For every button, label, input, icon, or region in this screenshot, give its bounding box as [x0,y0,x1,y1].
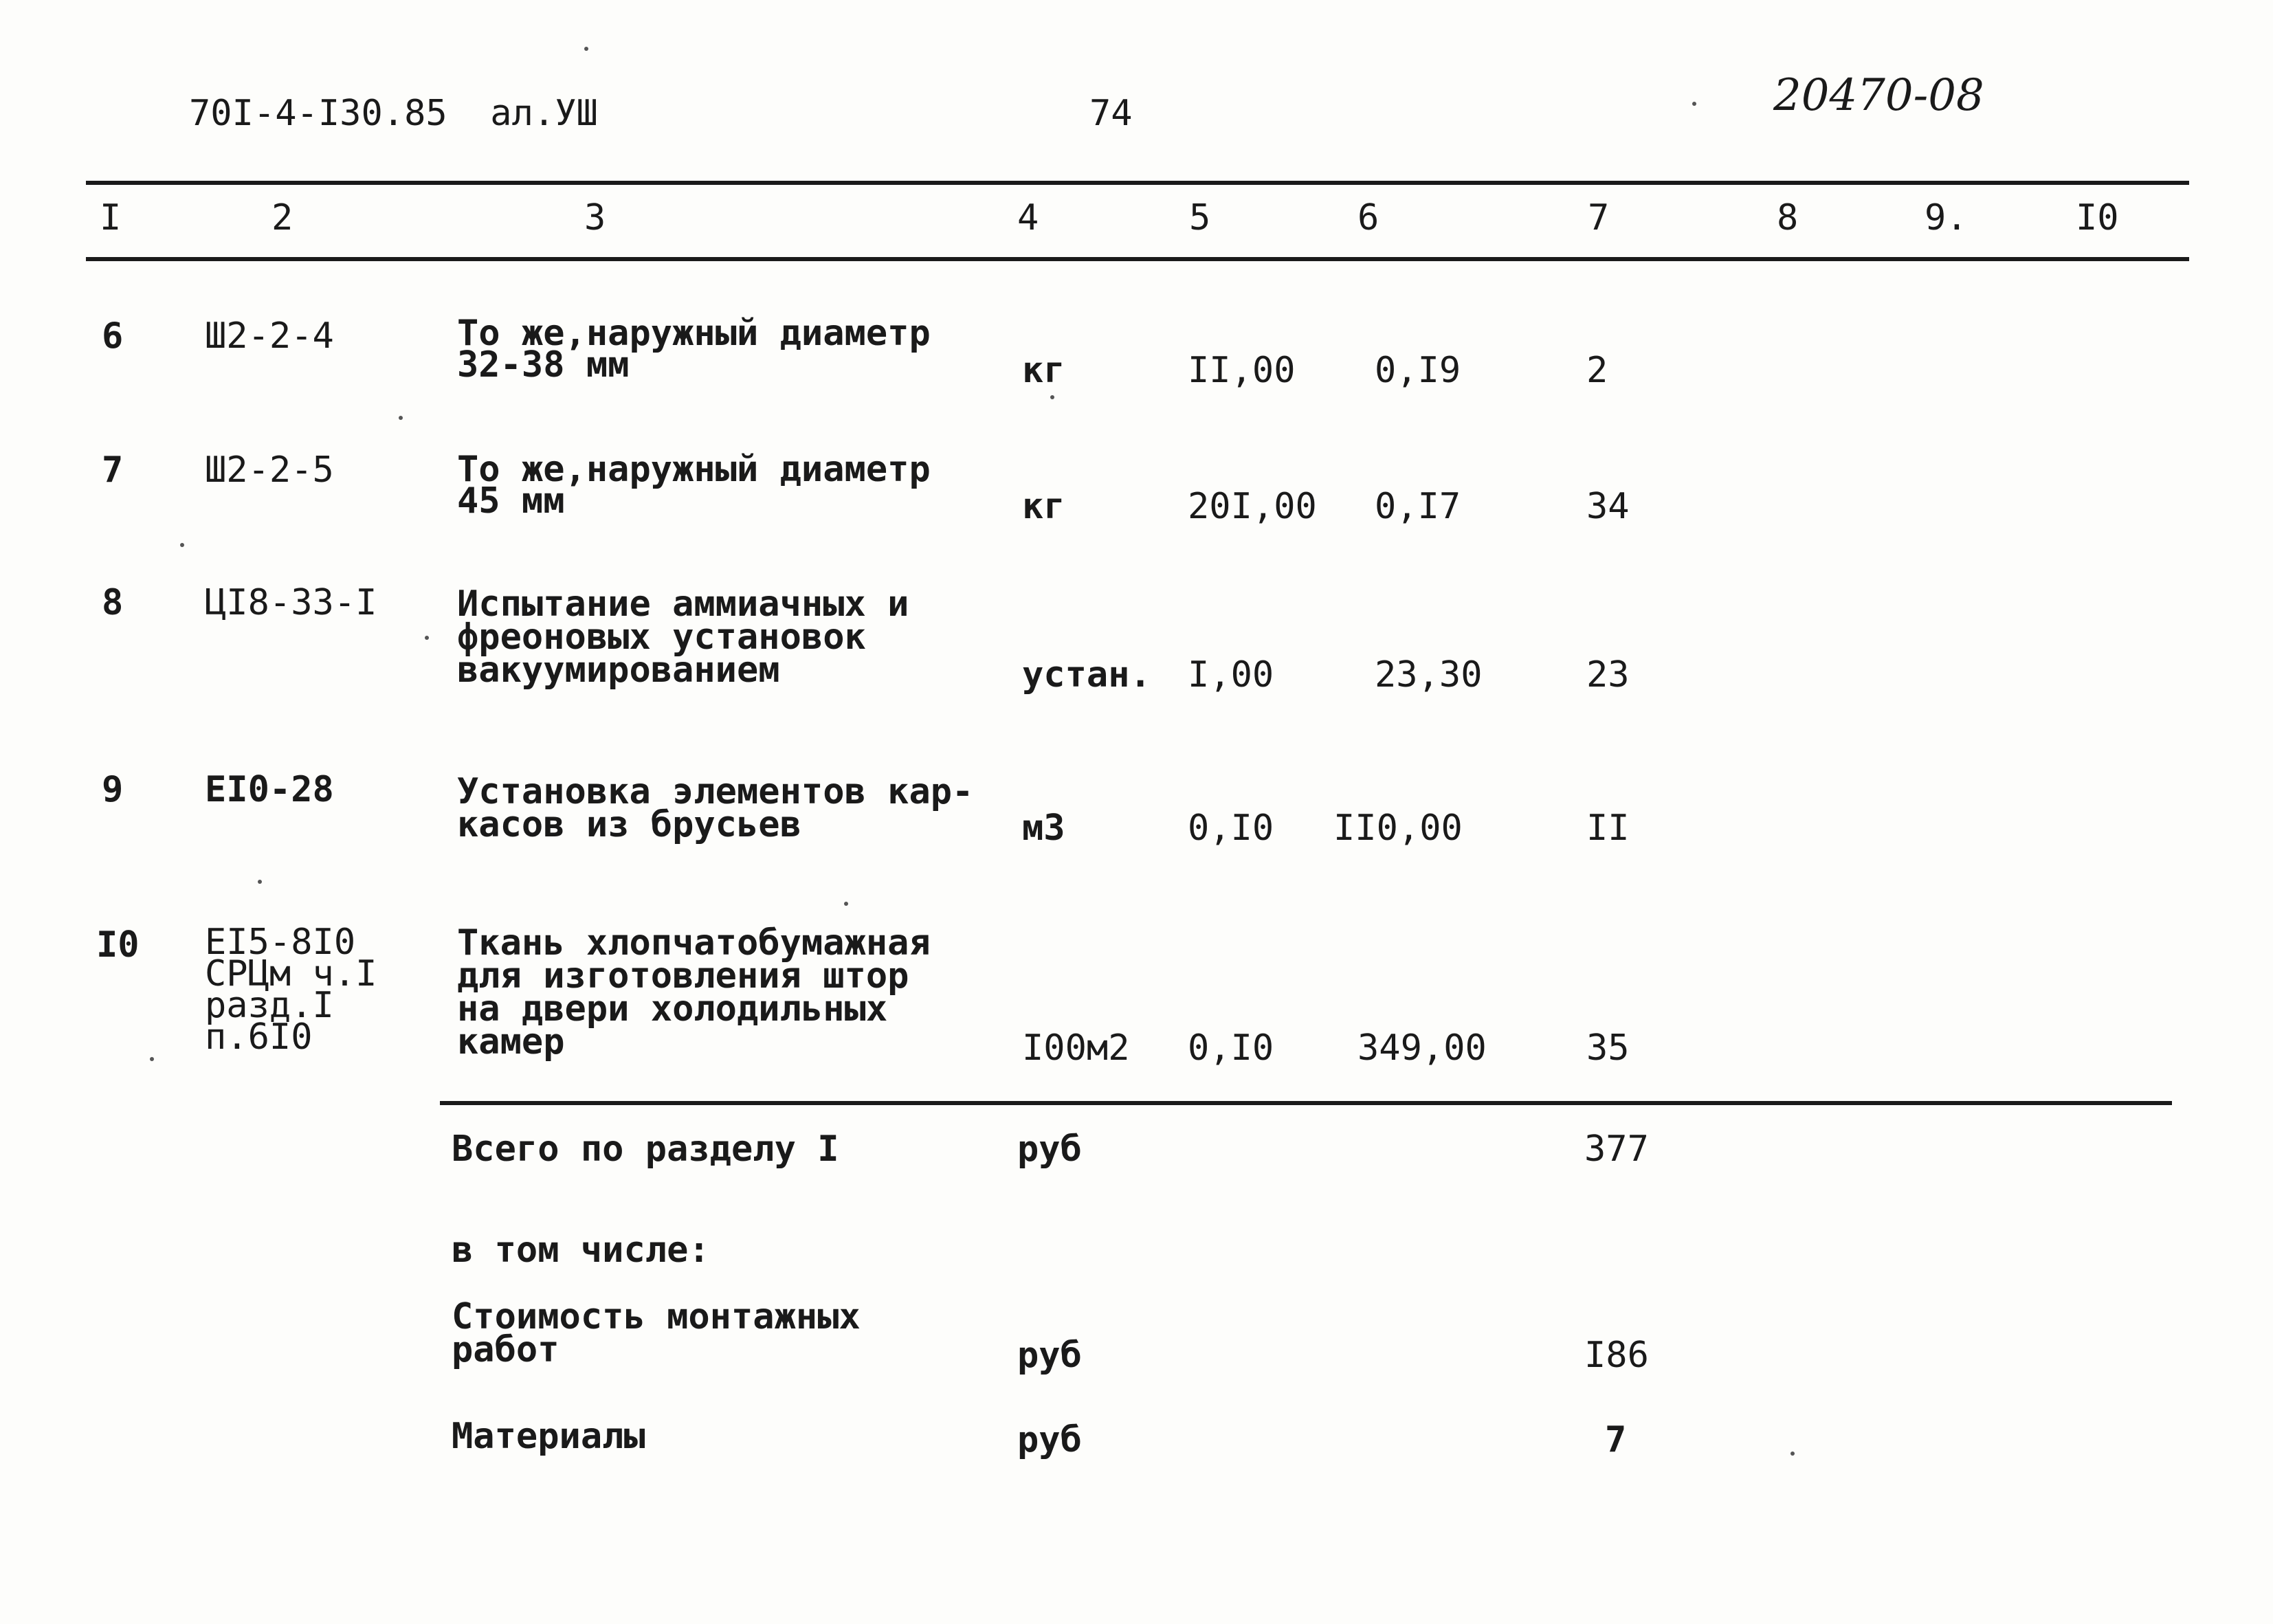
row-number: 6 [102,315,124,357]
scan-speck [258,880,262,884]
installation-cost-unit: руб [1017,1335,1082,1376]
total-cost: 35 [1586,1027,1630,1069]
quantity: 0,I0 [1188,808,1274,849]
row-number: 8 [102,582,124,623]
work-description: Установка элементов кар- касов из брусьев [457,771,974,845]
installation-cost-value: I86 [1584,1335,1649,1376]
scan-speck [1790,1451,1795,1456]
column-header: I0 [2076,197,2119,238]
row-number: 9 [102,769,124,810]
rate-code: Ш2-2-5 [205,449,334,491]
unit-price: 23,30 [1375,654,1483,696]
column-header: 6 [1357,197,1379,238]
quantity: I,00 [1188,654,1274,696]
rate-code: ЕI5-8I0 СРЦм ч.I разд.I п.6I0 [205,922,377,1058]
column-header: 4 [1017,197,1039,238]
scan-speck [1050,395,1054,399]
total-cost: 34 [1586,486,1630,527]
column-header: I [100,197,122,238]
materials-label: Материалы [452,1416,645,1457]
unit-price: II0,00 [1333,808,1463,849]
column-header: 9. [1925,197,1968,238]
materials-value: 7 [1605,1419,1627,1460]
table-top-rule [86,181,2189,185]
handwritten-stamp-number: 20470-08 [1773,70,1984,121]
rate-code: Ш2-2-4 [205,315,334,357]
scan-speck [425,636,429,640]
work-description: Испытание аммиачных и фреоновых установок вакуумированием [457,583,909,691]
scan-speck [399,416,403,420]
work-description: То же,наружный диаметр 32-38 мм [457,313,931,386]
section-total-value: 377 [1584,1128,1649,1170]
unit-price: 0,I7 [1375,486,1461,527]
row-number: 7 [102,449,124,491]
unit-price: 349,00 [1357,1027,1487,1069]
section-total-unit: руб [1017,1128,1082,1170]
page-number: 74 [1089,93,1133,134]
quantity: 0,I0 [1188,1027,1274,1069]
scan-speck [584,47,588,51]
column-header: 7 [1588,197,1610,238]
installation-cost-label: Стоимость монтажных работ [452,1296,861,1370]
unit: кг [1022,350,1065,391]
unit: I00м2 [1022,1027,1130,1069]
materials-unit: руб [1017,1419,1082,1460]
column-header: 8 [1777,197,1799,238]
column-header: 2 [271,197,293,238]
unit-price: 0,I9 [1375,350,1461,391]
total-cost: II [1586,808,1630,849]
total-cost: 23 [1586,654,1630,696]
including-label: в том числе: [452,1230,710,1271]
unit: кг [1022,486,1065,527]
quantity: 20I,00 [1188,486,1317,527]
column-header: 3 [584,197,606,238]
scan-speck [844,902,848,906]
scan-speck [1692,102,1696,106]
document-code: 70I-4-I30.85 ал.УШ [189,93,598,134]
total-cost: 2 [1586,350,1608,391]
unit: устан. [1022,654,1151,696]
column-header: 5 [1189,197,1211,238]
rate-code: ЕI0-28 [205,769,334,810]
total-separator-rule [440,1101,2172,1105]
scan-speck [180,543,184,547]
header-bottom-rule [86,257,2189,261]
row-number: I0 [96,924,140,966]
work-description: Ткань хлопчатобумажная для изготовления штор на двери холодильных камер [457,922,931,1063]
section-total-label: Всего по разделу I [452,1128,839,1170]
scan-speck [150,1057,154,1061]
work-description: То же,наружный диаметр 45 мм [457,449,931,522]
unit: м3 [1022,808,1065,849]
quantity: II,00 [1188,350,1296,391]
rate-code: ЦI8-33-I [205,582,377,623]
